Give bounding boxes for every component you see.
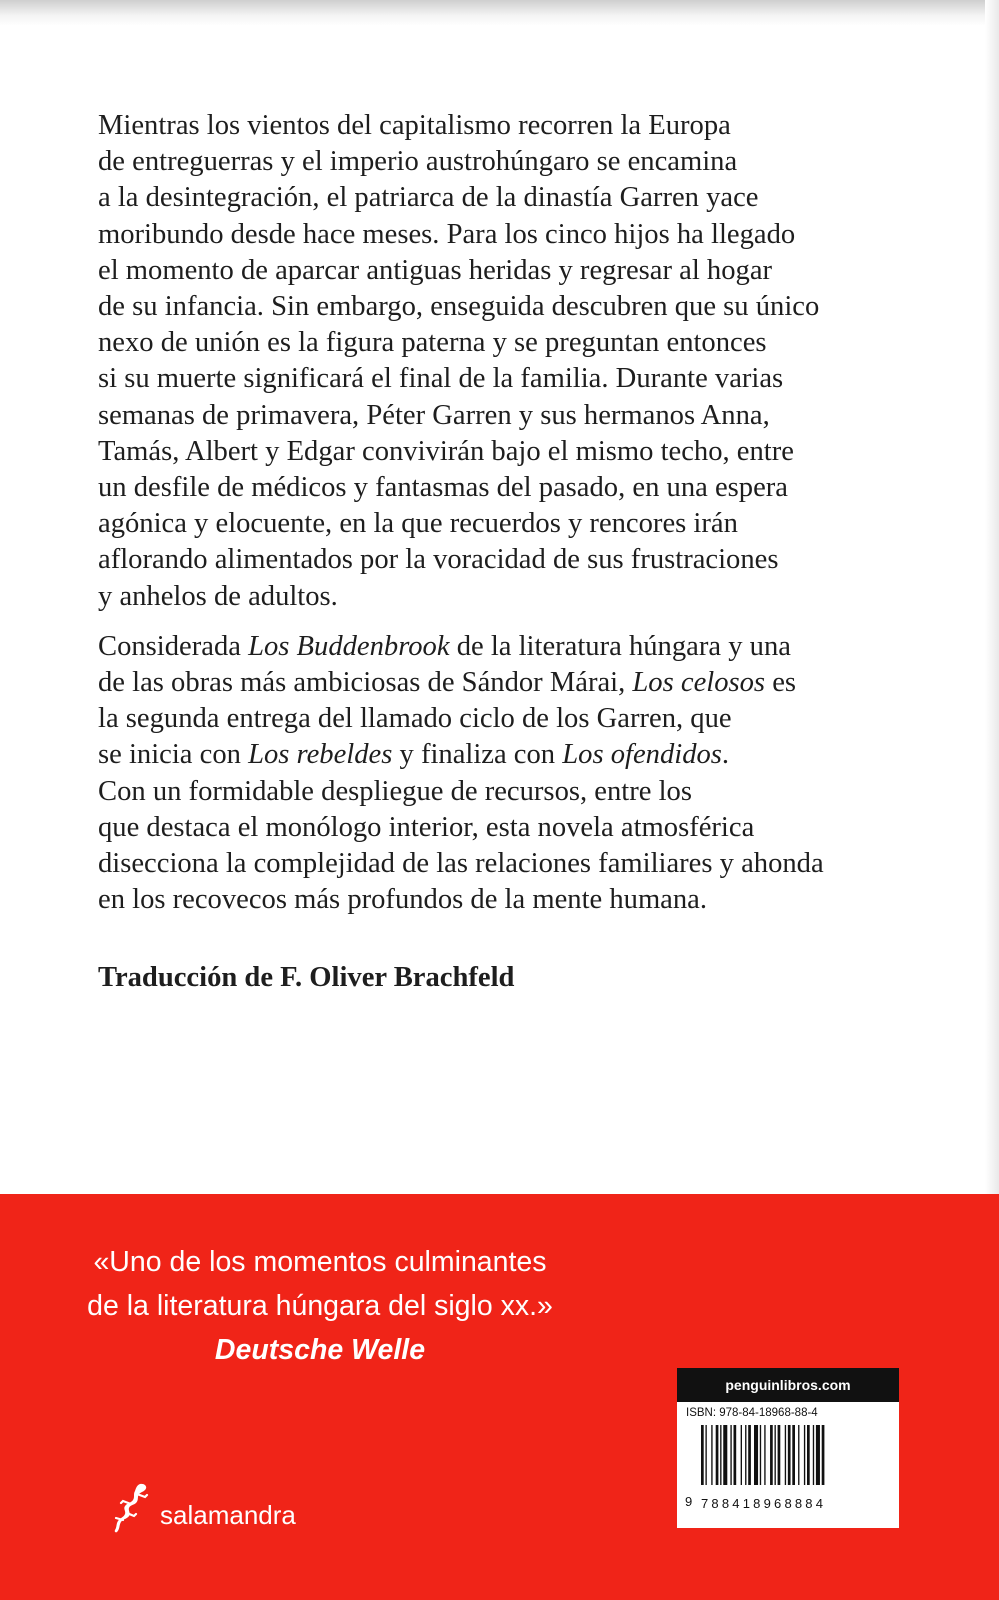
- synopsis-line: [98, 629, 898, 665]
- text-run: y finaliza con: [392, 739, 563, 771]
- barcode: [677, 1425, 899, 1515]
- synopsis-line: nexo de unión es la figura paterna y se preguntan entonces: [98, 327, 767, 359]
- synopsis-line: en los recovecos más profundos de la mente humana.: [98, 884, 708, 916]
- synopsis-paragraph-1: [98, 108, 898, 615]
- isbn-barcode-block: [677, 1368, 899, 1528]
- synopsis-line: Tamás, Albert y Edgar convivirán bajo el mismo techo, entre: [98, 435, 794, 467]
- isbn-number: ISBN: 978-84-18968-88-4: [686, 1407, 818, 1419]
- synopsis-line: a la desintegración, el patriarca de la dinastía Garren yace: [98, 182, 759, 214]
- synopsis-line: moribundo desde hace meses. Para los cinco hijos ha llegado: [98, 218, 796, 250]
- synopsis-line: el momento de aparcar antiguas heridas y regresar al hogar: [98, 254, 773, 286]
- synopsis-line: disecciona la complejidad de las relaciones familiares y ahonda: [98, 848, 824, 880]
- synopsis-line: si su muerte significará el final de la familia. Durante varias: [98, 363, 784, 395]
- book-title-italic: Los celosos: [632, 667, 766, 699]
- synopsis-line: Mientras los vientos del capitalismo recorren la Europa: [98, 110, 731, 141]
- barcode-digits: 788418968884: [701, 1496, 827, 1511]
- quote-line: de la literatura húngara del siglo xx.»: [87, 1290, 553, 1322]
- translator-credit: Traducción de F. Oliver Brachfeld: [98, 962, 515, 993]
- barcode-bars: [701, 1425, 881, 1485]
- publisher-website: penguinlibros.com: [677, 1368, 899, 1402]
- top-edge-shadow: [0, 0, 999, 26]
- synopsis-line: de entreguerras y el imperio austrohúngaro se encamina: [98, 146, 738, 178]
- book-title-italic: Los ofendidos: [562, 739, 722, 771]
- salamander-icon: [112, 1480, 154, 1541]
- synopsis-line: la segunda entrega del llamado ciclo de los Garren, que: [98, 703, 732, 735]
- synopsis-paragraph-2: [98, 629, 898, 919]
- text-run: es: [765, 667, 797, 699]
- text-run: de la literatura húngara y una: [449, 630, 791, 662]
- synopsis-line: [98, 665, 898, 701]
- synopsis-line: semanas de primavera, Péter Garren y sus hermanos Anna,: [98, 399, 770, 431]
- synopsis-line: de su infancia. Sin embargo, enseguida descubren que su único: [98, 291, 820, 323]
- book-title-italic: Los rebeldes: [248, 739, 393, 771]
- synopsis-line: agónica y elocuente, en la que recuerdos y rencores irán: [98, 508, 738, 540]
- book-title-italic: Los Buddenbrook: [248, 630, 450, 662]
- synopsis-line: Con un formidable despliegue de recursos, entre los: [98, 775, 692, 807]
- quote-line: «Uno de los momentos culminantes: [93, 1246, 547, 1278]
- text-run: .: [721, 739, 730, 771]
- quote-source: Deutsche Welle: [214, 1334, 426, 1366]
- synopsis-line: [98, 737, 898, 773]
- synopsis: [98, 108, 898, 918]
- synopsis-line: un desfile de médicos y fantasmas del pasado, en una espera: [98, 472, 788, 504]
- press-quote: [0, 1240, 640, 1372]
- text-run: de las obras más ambiciosas de Sándor Márai,: [98, 667, 633, 699]
- synopsis-line: que destaca el monólogo interior, esta novela atmosférica: [98, 811, 755, 843]
- synopsis-line: y anhelos de adultos.: [98, 580, 338, 612]
- publisher-logo: [112, 1480, 296, 1540]
- publisher-name: salamandra: [160, 1499, 296, 1530]
- synopsis-line: aflorando alimentados por la voracidad de sus frustraciones: [98, 544, 779, 576]
- text-run: se inicia con: [98, 739, 249, 771]
- text-run: Considerada: [98, 630, 249, 662]
- barcode-lead-digit: 9: [685, 1494, 693, 1509]
